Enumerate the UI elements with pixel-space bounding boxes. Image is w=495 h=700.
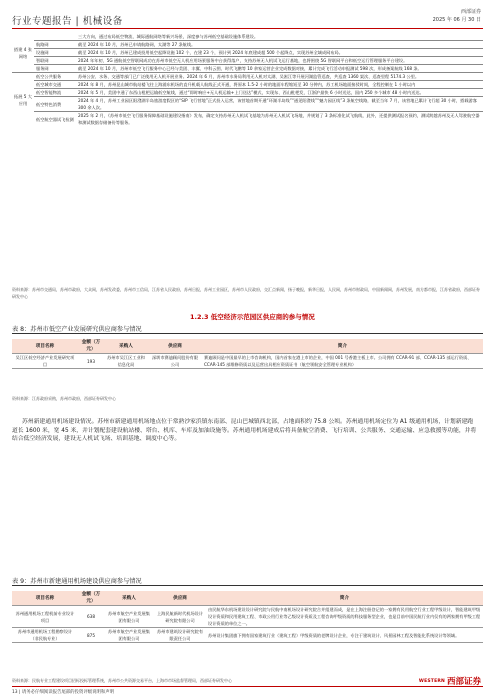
table-7-source: 资料来源：苏州市交通局，苏州市政府，大众网，苏州发改委，苏州市工信局，江苏省人民政府，苏州日报，苏州工业园区，苏州市人民政府，交汇点新闻，扬子晚报，新华日报，人民网，苏州市财政局，中国新闻网，苏州发展，南方都市报，江苏省政府，西部证券研发中心 <box>12 287 480 299</box>
subcategory-cell: 低空特色消费 <box>34 97 76 112</box>
table-row <box>12 33 483 41</box>
description-cell: 截至 2024 年 10 月，苏州已申请航路网，太湖等 27 条航线。 <box>76 41 483 49</box>
amount-cell: 193 <box>78 354 104 369</box>
table-9 <box>12 591 483 643</box>
table-row <box>12 65 483 73</box>
project-cell: 吴江区低空经济产业发展研究项目 <box>12 354 78 369</box>
project-cell: 苏州市通用机场工程勘察设计（非民航专业） <box>12 628 78 643</box>
supplier-cell: 苏州市建筑设计研究院有限责任公司 <box>154 628 206 643</box>
amount-cell: 638 <box>78 606 104 628</box>
subcategory-cell: 低空城市交通 <box>34 81 76 89</box>
table-header-row <box>12 591 483 606</box>
table-row <box>12 97 483 112</box>
col-header-project: 项目名称 <box>12 591 78 606</box>
subcategory-cell: 低空智能物流 <box>34 89 76 97</box>
col-header-intro: 简介 <box>202 339 483 354</box>
col-header-amount: 金额（万元） <box>78 339 104 354</box>
description-cell: 2024 年 4 月，苏州工业园区阳澄湖半岛旅游度假区的“SIP 飞行营地”正式投入运营，该营地首期开通“环湖半岛线”“通见阳澄线”“魅力园区线”3 条航空线路，截至当年 7 月，该营地已累计飞行超 30 小时，搭载游客 300 余人次。 <box>76 97 483 112</box>
col-header-buyer: 采购人 <box>104 591 154 606</box>
supplier-cell: 上海民航新时代机场设计研究院有限公司 <box>154 606 206 628</box>
subcategory-cell: 服务网 <box>34 65 76 73</box>
table-7-continued <box>12 33 483 126</box>
col-header-intro: 简介 <box>206 591 483 606</box>
footer-text: 13 | 请务必仔细阅读报告尾部的投资评级说明和声明 <box>12 690 115 695</box>
logo-chinese: 西部证券 <box>446 677 481 687</box>
table-row <box>12 57 483 65</box>
table-8 <box>12 339 483 369</box>
description-cell: 2025 年 2 月，《苏州市低空飞行服务保障基础设施建设指南》发布，确定支持苏州无人机试飞基地为苏州无人机试飞场地，并规划了 3 条标准化试飞航线，此外，还提供测试报名预约，测试跨越苏州及无人驾驶航空器和测试数据存储备份等服务。 <box>76 112 483 127</box>
table-9-title: 表 9：苏州市新建通用机场建设供应商参与情况 <box>12 578 142 585</box>
logo-english: WESTERN <box>418 678 445 684</box>
table-row <box>12 49 483 57</box>
table-row <box>12 73 483 81</box>
table-row <box>12 89 483 97</box>
col-header-supplier: 供应商 <box>148 339 202 354</box>
description-cell: 三大方向，通过布局低空物流、城际通航网络等新兴场景，深度参与苏州低空基础设施体系建设。 <box>78 34 259 39</box>
table-row <box>12 41 483 49</box>
section-heading: 1.2.3 低空经济示范园区供应商的参与情况 <box>190 313 315 321</box>
report-header-title: 行业专题报告 | 机械设备 <box>12 16 123 27</box>
col-header-buyer: 采购人 <box>104 339 148 354</box>
subcategory-cell: 智联网 <box>34 57 76 65</box>
description-cell: 截至 2024 年 10 月，苏州已建成投用低空起降设施 102 个，在建 23 个，预计到 2024 年底建成超 500 个起降点，实现苏州全域成网布局。 <box>76 49 483 57</box>
buyer-cell: 苏州市航空产业发展集团有限公司 <box>104 628 154 643</box>
intro-cell: 苏州设计集团旗下拥有国家建筑行业（建筑工程）甲级资质的老牌设计企业，专注于建筑设计、风景园林工程及智能化系统设计等领域。 <box>206 628 483 643</box>
table-row <box>12 81 483 89</box>
supplier-cell: 深圳市赛迪顾问股份有限公司 <box>148 354 202 369</box>
footer-divider <box>12 686 483 687</box>
subcategory-cell: 低空公共服务 <box>34 73 76 81</box>
subcategory-cell: 航路网 <box>34 41 76 49</box>
col-header-project: 项目名称 <box>12 339 78 354</box>
buyer-cell: 苏州市吴江区工业和信息化局 <box>104 354 148 369</box>
col-header-amount: 金额（万元） <box>78 591 104 606</box>
table-8-source: 资料来源：江苏政府采购，苏州市政府，西部证券研发中心 <box>12 396 116 401</box>
report-header-meta <box>433 8 481 24</box>
intro-cell: 由民航华东机场建设设计研究院与民航中南机场设计研究院合并组建而成，是在上海注册登记的一家拥有民用航空行业工程甲级设计，智能建筑甲级设计资质和民用建筑工程、市政公用行业等乙级设计资质及工程咨询甲级资质的科技服务型企业，也是目前中国民航行业内仅有的两家拥有甲级工程设计资质的单位之一。 <box>206 606 483 628</box>
category-cell: 搭建 4 张网络 <box>14 46 32 59</box>
subcategory-cell: 低空航空器试飞检测 <box>34 112 76 127</box>
table-row <box>12 112 483 127</box>
buyer-cell: 苏州市航空产业发展集团有限公司 <box>104 606 154 628</box>
description-cell: 2024 年年初，5G 通航低空智联网成功在苏州市低空无人机应用场景服务中台获得落户，支持苏州无人机试飞运行基地，也将围绕 5G 智联网平台和低空运行管理服务平台建设。 <box>76 57 483 65</box>
table-9-rule <box>12 585 483 586</box>
western-securities-logo <box>419 673 481 689</box>
subcategory-cell: 设施网 <box>34 49 76 57</box>
header-date: 2025 年 06 月 30 日 <box>432 17 481 23</box>
col-header-supplier: 供应商 <box>154 591 206 606</box>
description-cell: 2024 年 5 月，美团中通了东西山枇杷运输低空航线，通过“即时响应+无人机运输+上门送达”模式，实现东、西山枇杷发，江浙沪最快 6 小时送达，国内 250 多个城市 48 小时内送达。 <box>76 89 483 97</box>
table-row <box>12 628 483 643</box>
table-8-title: 表 8：苏州市低空产业发展研究供应商参与情况 <box>12 326 142 333</box>
table-row <box>12 354 483 369</box>
table-header-row <box>12 339 483 354</box>
table-8-rule <box>12 333 483 334</box>
category-cell: 拓展 5 大应用 <box>12 73 34 127</box>
header-divider <box>12 28 483 29</box>
table-9-source: 资料来源：民航专业工程建设项目招标投标管理系统，苏州市公共资源交易平台，上海市市场监督管理局，西部证券研发中心 <box>12 678 232 683</box>
subcategory-cell <box>34 33 76 41</box>
body-paragraph: 苏州新建通用机场建设情况。苏州市新建通用机场地点位于常熟沙家浜镇东南部、昆山巴城镇西北部，占地面积约 75.8 公顷。苏州通用机场定位为 A1 级通用机场，计划新建跑道长 1600 米，宽 45 米，并计划配套建设航站楼、塔台、机库、车库及加油设施等。苏州通用机场建成后将具备航空消费、飞行培训、公共服务、交通运输、应急救援等功能，并将结合低空经济发展，建设无人机试飞场、培训基地、调度中心等。 <box>12 419 477 442</box>
intro-cell: 赛迪顾问是中国最早的上市咨询机构，国内首家在港上市的企业，中国 001 号香港主板上市。公司拥有 CCAR-91 部、CCAR-135 部运行资质、CCAR-145 部维修资质以及运营出具相应资质证书（航空领航安全管理专业机构） <box>202 354 483 369</box>
description-cell: 苏州公安、水务、交通等部门已广泛使用无人机开展业务。2024 年 6 月，苏州市水务局利用无人机对太湖、吴淞江等开展河湖监管巡查，共巡查 1360 架次、巡查里程 5174.3 公里。 <box>76 73 483 81</box>
amount-cell: 875 <box>78 628 104 643</box>
project-cell: 苏州通用机场工程机前专业设计项目 <box>12 606 78 628</box>
table-row <box>12 606 483 628</box>
description-cell: 2024 年 8 月，苏州昆山城市航站楼飞往上海浦东机场的直升机载人航线正式开通，将原本 1.5-2 小时的地面车程缩短至 30 分钟内，苏工机场地面接驳时间，全程控制在 1 小时以内 <box>76 81 483 89</box>
header-org: 西部证券 <box>460 9 481 15</box>
description-cell: 截至 2024 年 10 月，苏州市低空飞行服务中心已经与美团、丰翼、中科云图、时代飞鹏等 10 余家运营企业完成数据对接，累计完成飞行活动申报测试 598 次，形成备案航线 168 条。 <box>76 65 483 73</box>
